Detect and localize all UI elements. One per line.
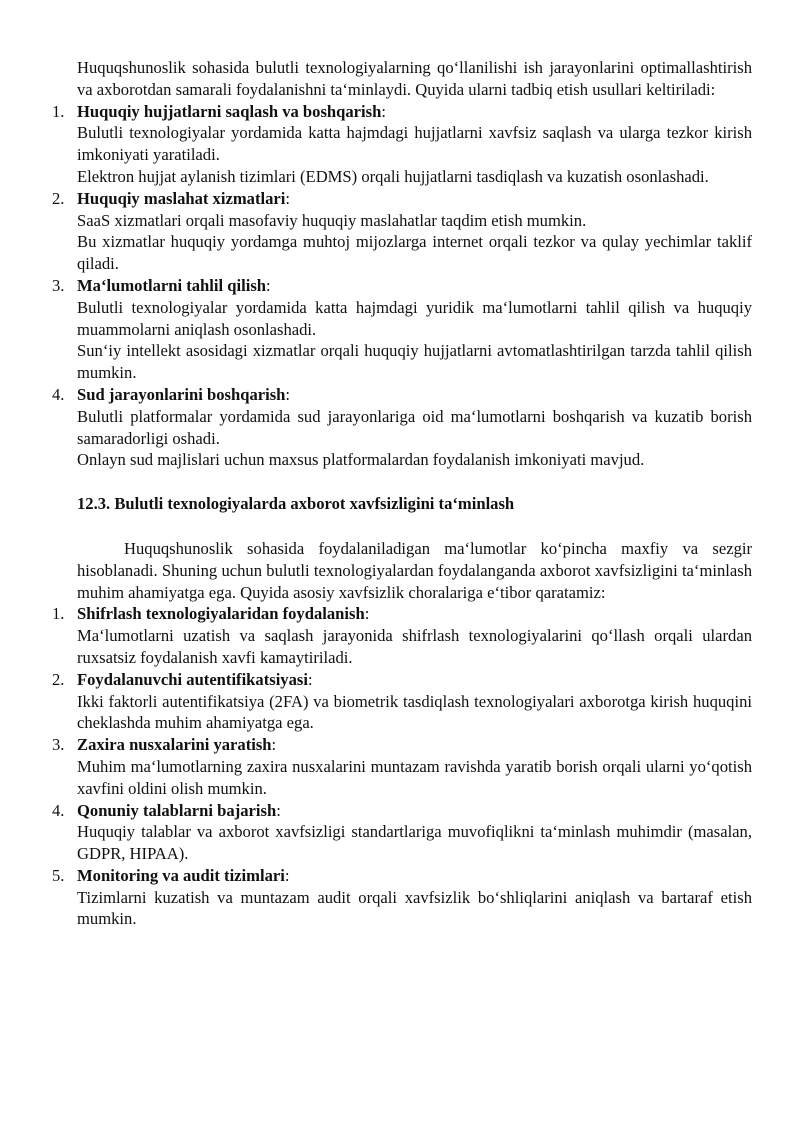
list-number: 3. xyxy=(52,735,65,755)
list-item: 3. Ma‘lumotlarni tahlil qilish: xyxy=(52,275,271,295)
list-number: 1. xyxy=(52,604,65,624)
list-item-title: Huquqiy maslahat xizmatlari xyxy=(77,188,286,208)
document-page xyxy=(0,57,800,930)
list-item-title: Monitoring va audit tizimlari xyxy=(77,865,285,885)
usage-list xyxy=(0,101,800,472)
list-item-title: Zaxira nusxalarini yaratish xyxy=(77,735,272,755)
list-number: 4. xyxy=(52,800,65,820)
list-item-text: Bulutli platformalar yordamida sud jarayonlariga oid ma‘lumotlarni boshqarish va kuzatib borish samaradorligi oshadi. xyxy=(77,406,752,448)
list-number: 4. xyxy=(52,384,65,404)
list-item-text: Ma‘lumotlarni uzatish va saqlash jarayonida shifrlash texnologiyalarini qo‘llash orqali ulardan ruxsatsiz foydalanish xavfi kamaytiriladi. xyxy=(77,626,752,667)
list-item-text: Huquqiy talablar va axborot xavfsizligi standartlariga muvofiqlikni ta‘minlash muhimdir (masalan, GDPR, HIPAA). xyxy=(77,822,752,864)
security-measures-list xyxy=(0,603,800,930)
list-number: 3. xyxy=(52,275,65,295)
list-item: 5. Monitoring va audit tizimlari: xyxy=(52,865,290,885)
list-number: 1. xyxy=(52,101,65,121)
list-item-text: Sun‘iy intellekt asosidagi xizmatlar orqali huquqiy hujjatlarni avtomatlashtirilgan tarzda tahlil qilish mumkin. xyxy=(77,341,752,383)
list-item: 1. Shifrlash texnologiyalaridan foydalanish: xyxy=(52,604,370,624)
list-number: 2. xyxy=(52,188,65,208)
intro-paragraph: Huquqshunoslik sohasida bulutli texnologiyalarning qo‘llanilishi ish jarayonlarini optimallashtirish va axborotdan samarali foydalanishni ta‘minlaydi. Quyida ularni tadbiq etish usullari keltiriladi: xyxy=(77,58,752,99)
list-item-text: Elektron hujjat aylanish tizimlari (EDMS) orqali hujjatlarni tasdiqlash va kuzatish osonlashadi. xyxy=(77,166,709,186)
list-item: 3. Zaxira nusxalarini yaratish: xyxy=(52,735,277,755)
list-number: 5. xyxy=(52,865,65,885)
list-item-text: Ikki faktorli autentifikatsiya (2FA) va biometrik tasdiqlash texnologiyalari axborotga kirish huquqini cheklashda muhim ahamiyatga ega. xyxy=(77,691,752,733)
list-number: 2. xyxy=(52,669,65,689)
list-item-text: Muhim ma‘lumotlarning zaxira nusxalarini muntazam ravishda yaratib borish orqali ularni yo‘qotish xavfini oldini olish mumkin. xyxy=(77,756,752,798)
list-item-title: Qonuniy talablarni bajarish xyxy=(77,800,277,820)
list-item-text: SaaS xizmatlari orqali masofaviy huquqiy maslahatlar taqdim etish mumkin. xyxy=(77,210,587,230)
list-item-title: Ma‘lumotlarni tahlil qilish xyxy=(77,275,267,295)
list-item-title: Sud jarayonlarini boshqarish xyxy=(77,384,286,404)
section-intro-paragraph: Huquqshunoslik sohasida foydalaniladigan ma‘lumotlar ko‘pincha maxfiy va sezgir hisoblanadi. Shuning uchun bulutli texnologiyalardan foydalanganda axborot xavfsizligini ta‘minlash muhim ahamiyatga ega. Quyida asosiy xavfsizlik choralariga e‘tibor qaratamiz: xyxy=(77,538,752,602)
list-item-title: Foydalanuvchi autentifikatsiyasi xyxy=(77,669,308,689)
list-item-text: Bulutli texnologiyalar yordamida katta hajmdagi yuridik ma‘lumotlarni tahlil qilish va huquqiy muammolarni aniqlash osonlashadi. xyxy=(77,297,752,339)
list-item: 2. Huquqiy maslahat xizmatlari: xyxy=(52,188,290,208)
list-item-title: Shifrlash texnologiyalaridan foydalanish xyxy=(77,604,365,624)
list-item-title: Huquqiy hujjatlarni saqlash va boshqarish xyxy=(77,101,382,121)
list-item: 4. Qonuniy talablarni bajarish: xyxy=(52,800,281,820)
list-item-text: Bu xizmatlar huquqiy yordamga muhtoj mijozlarga internet orqali tezkor va qulay yechimlar taklif qiladi. xyxy=(77,232,752,274)
list-item: 4. Sud jarayonlarini boshqarish: xyxy=(52,384,291,404)
list-item: 2. Foydalanuvchi autentifikatsiyasi: xyxy=(52,669,313,689)
section-heading: 12.3. Bulutli texnologiyalarda axborot xavfsizligini ta‘minlash xyxy=(77,494,515,514)
list-item-text: Tizimlarni kuzatish va muntazam audit orqali xavfsizlik bo‘shliqlarini aniqlash va bartaraf etish mumkin. xyxy=(77,887,752,929)
list-item-text: Bulutli texnologiyalar yordamida katta hajmdagi hujjatlarni xavfsiz saqlash va ularga tezkor kirish imkoniyati yaratiladi. xyxy=(77,123,752,165)
list-item: 1. Huquqiy hujjatlarni saqlash va boshqarish: xyxy=(52,101,386,121)
list-item-text: Onlayn sud majlislari uchun maxsus platformalardan foydalanish imkoniyati mavjud. xyxy=(77,450,645,470)
